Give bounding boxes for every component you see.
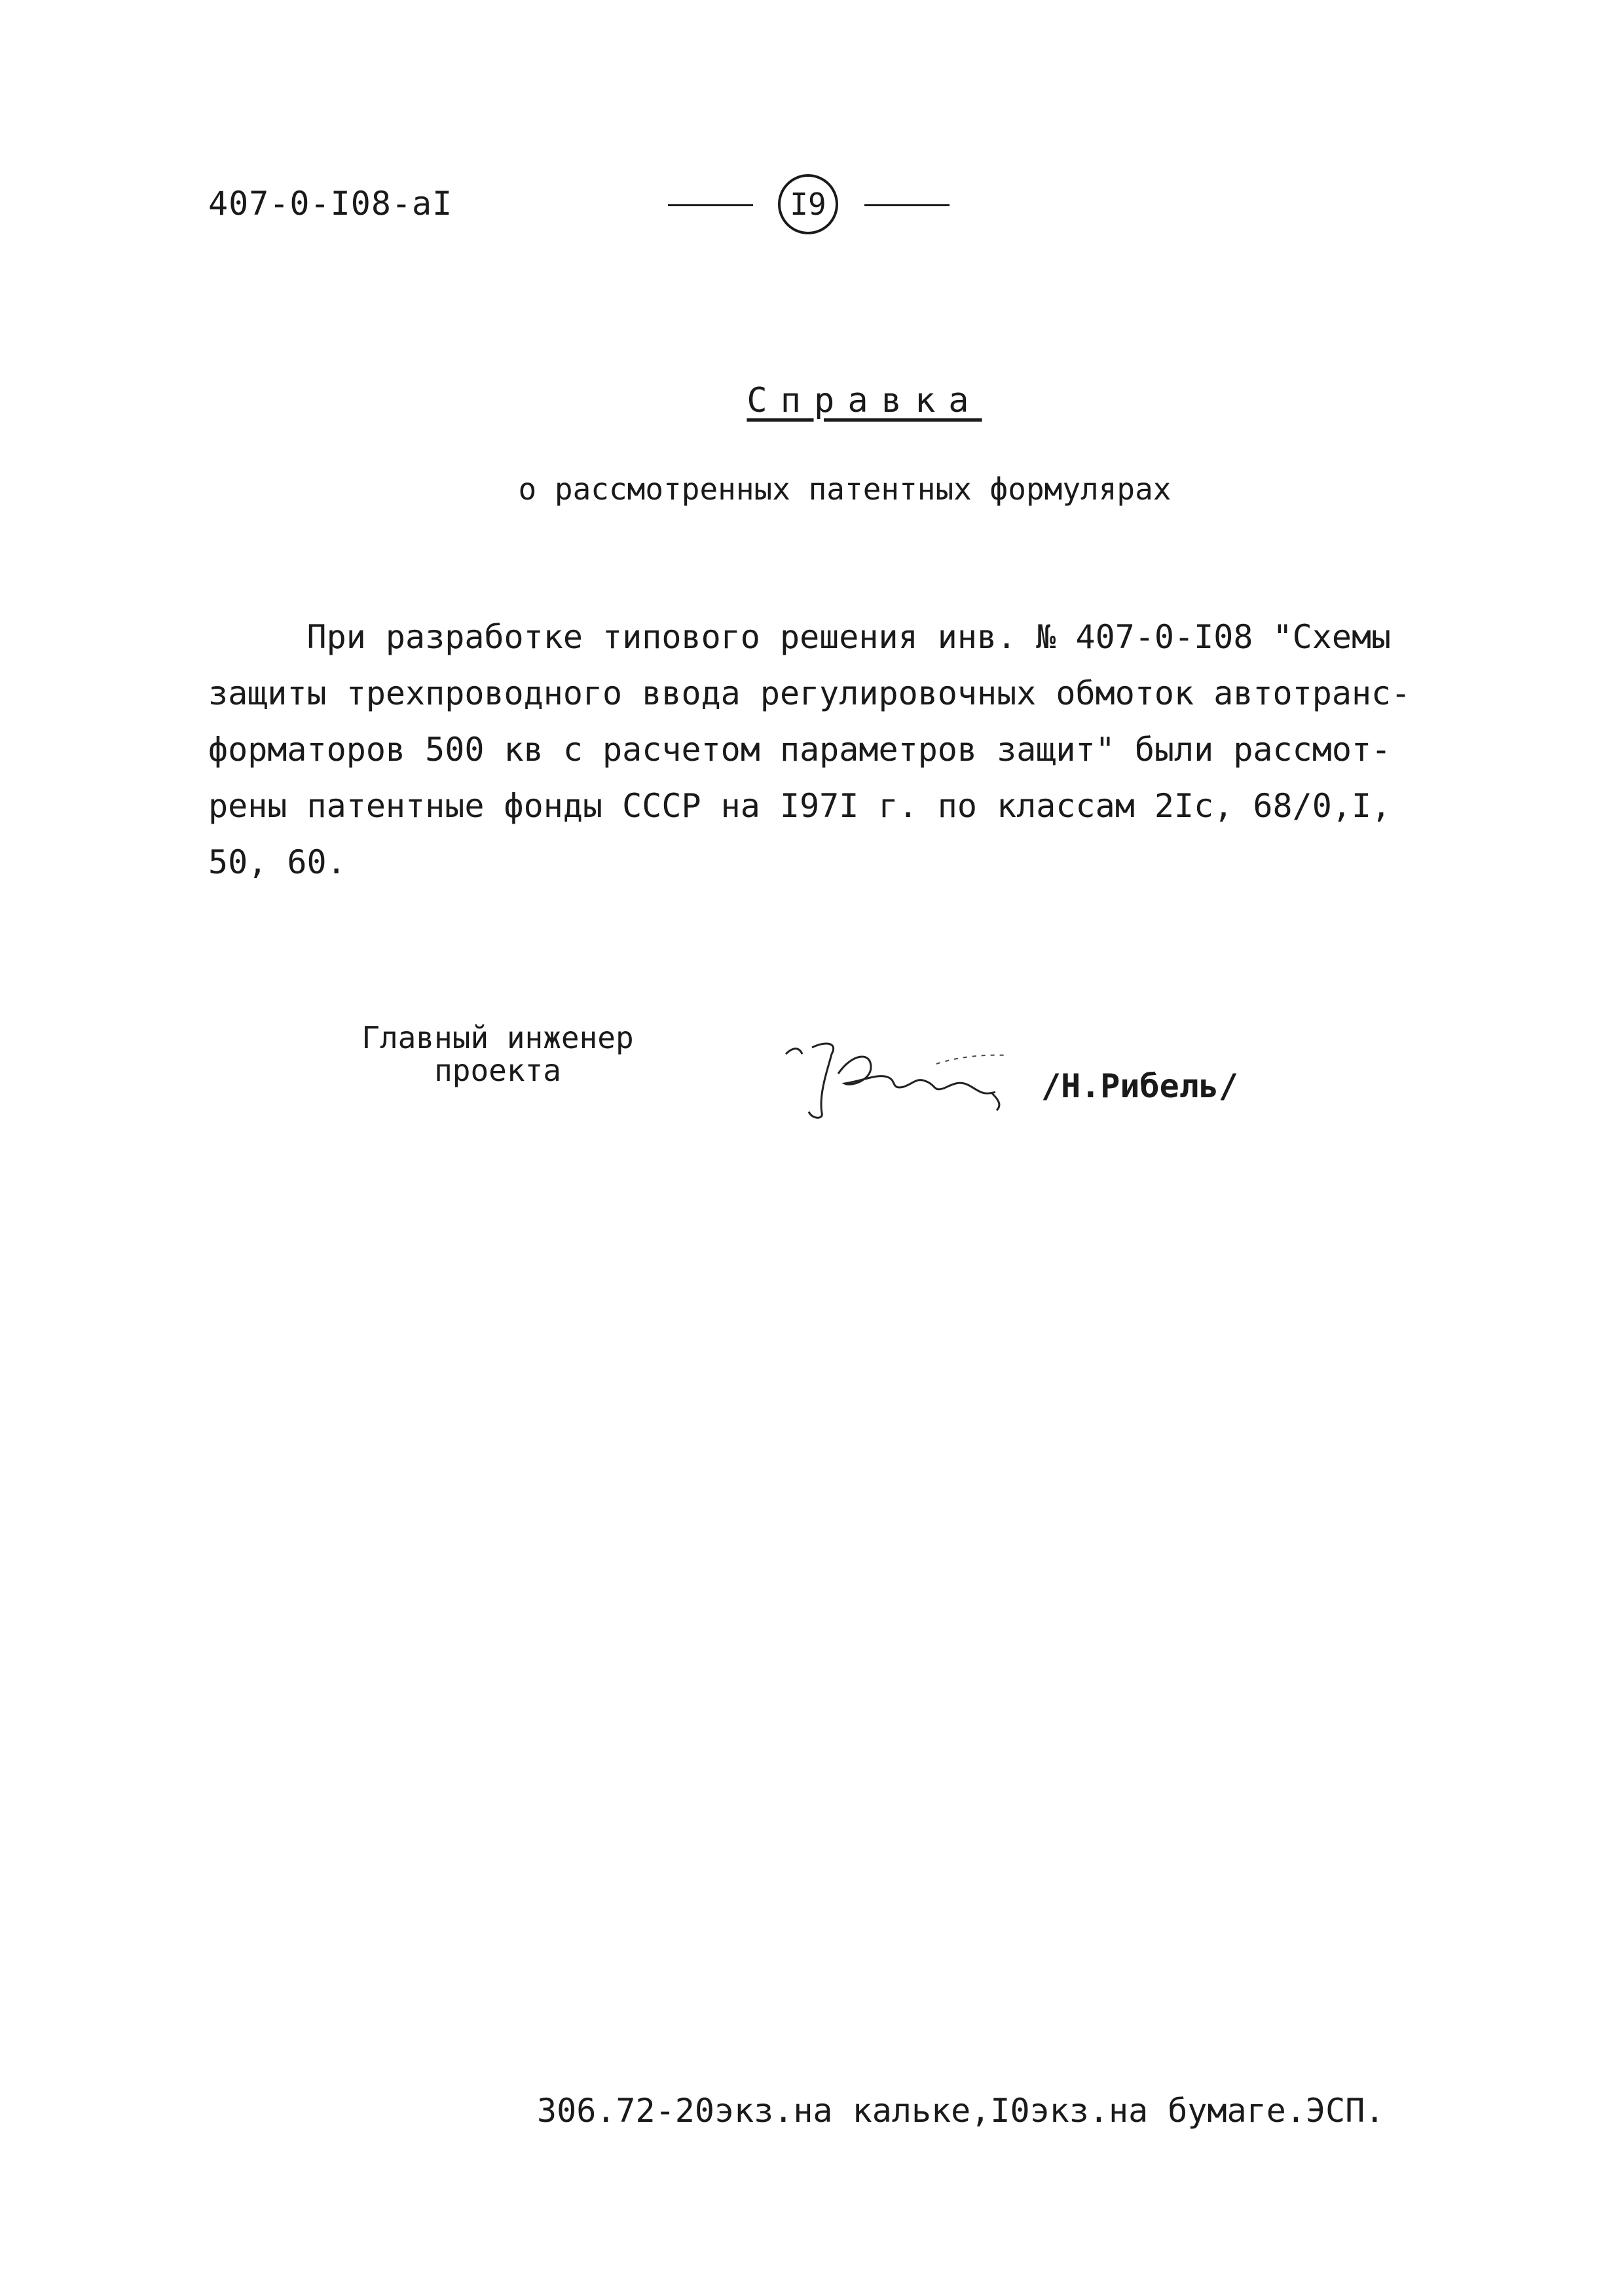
body-line: защиты трехпроводного ввода регулировочных обмоток автотранс- (208, 674, 1411, 712)
page-number-mark (668, 172, 950, 244)
document-code: 407-0-I08-aI (208, 185, 453, 223)
document-title: Справка (747, 381, 982, 420)
signatory-position-line1: Главный инженер (361, 1020, 634, 1055)
page-number-circle (778, 174, 838, 234)
print-run-note: 306.72-20экз.на кальке,I0экз.на бумаге.ЭСП. (537, 2092, 1385, 2130)
page-number-dash-right (864, 204, 950, 206)
signatory-name: /Н.Рибель/ (1041, 1067, 1239, 1105)
signatory-position (341, 1021, 655, 1087)
body-line: 50, 60. (208, 843, 346, 881)
body-paragraph (208, 609, 1426, 890)
handwritten-signature (773, 1028, 1035, 1133)
signatory-position-line2: проекта (434, 1053, 561, 1088)
body-line: форматоров 500 кв с расчетом параметров защит" были рассмот- (208, 731, 1392, 769)
body-line: рены патентные фонды СССР на I97I г. по классам 2Ic, 68/0,I, (208, 787, 1392, 825)
page-number: I9 (790, 187, 826, 222)
document-subtitle: о рассмотренных патентных формулярах (518, 471, 1172, 507)
page-number-dash-left (668, 204, 753, 206)
body-line: При разработке типового решения инв. № 407-0-I08 "Схемы (208, 618, 1392, 656)
